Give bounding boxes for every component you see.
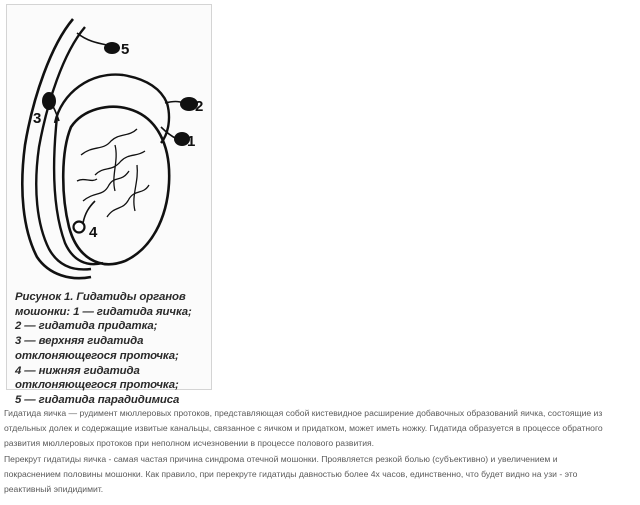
- caption-line: 3 — верхняя гидатида: [15, 335, 144, 348]
- callout-1: 1: [187, 133, 196, 150]
- paragraph-line: Гидатида яичка — рудимент мюллеровых протоков, представляющая собой кистевидное расширение добавочных образований яичка, состоящие из: [4, 408, 603, 418]
- paragraph-line: реактивный эпидидимит.: [4, 484, 104, 495]
- callout-5: 5: [121, 41, 130, 58]
- paragraph-line: отдельных долек и содержащие извитые канальцы, связанное с яичком и придатком, может иметь ножку. Гидатида образуется в процессе обратного: [4, 423, 603, 434]
- paragraph-line: развития мюллеровых протоков при неполном исчезновении в процессе полового развития.: [4, 438, 375, 449]
- article-paragraph-2: [4, 452, 634, 498]
- figure-caption: [15, 290, 211, 408]
- testis-hydatid-illustration: [11, 5, 209, 287]
- caption-line: отклоняющегося проточка;: [15, 349, 179, 362]
- caption-line: Рисунок 1. Гидатиды органов: [15, 291, 186, 303]
- paragraph-line: Перекрут гидатиды яичка - самая частая причина синдрома отечной мошонки. Проявляется резкой болью (субъективно) и увеличением и: [4, 454, 558, 464]
- testis-vessels: [77, 129, 149, 217]
- hydatid-5-stalk: [77, 33, 107, 45]
- caption-line: мошонки: 1 — гидатида яичка;: [15, 305, 192, 318]
- hydatid-4-stalk: [83, 201, 95, 223]
- anatomy-figure: [6, 4, 212, 406]
- caption-line: 5 — гидатида парадидимиса: [15, 393, 180, 406]
- hydatid-5: [104, 42, 120, 54]
- caption-line: отклоняющегося проточка;: [15, 379, 179, 392]
- vas-deferens-inner: [36, 27, 91, 269]
- callout-3: 3: [33, 110, 42, 127]
- callout-4: 4: [89, 224, 98, 241]
- article-paragraph-1: [4, 406, 634, 452]
- caption-line: 4 — нижняя гидатида: [15, 364, 140, 377]
- caption-line: 2 — гидатида придатка;: [15, 320, 158, 333]
- hydatid-3: [42, 92, 56, 110]
- hydatid-4: [74, 222, 85, 233]
- vas-deferens-outer: [22, 19, 91, 278]
- callout-2: 2: [195, 98, 204, 115]
- testis-outline: [63, 107, 169, 264]
- paragraph-line: покраснением половины мошонки. Как правило, при перекруте гидатиды давностью более 4х часов, единственно, что будет видно на узи - это: [4, 469, 578, 480]
